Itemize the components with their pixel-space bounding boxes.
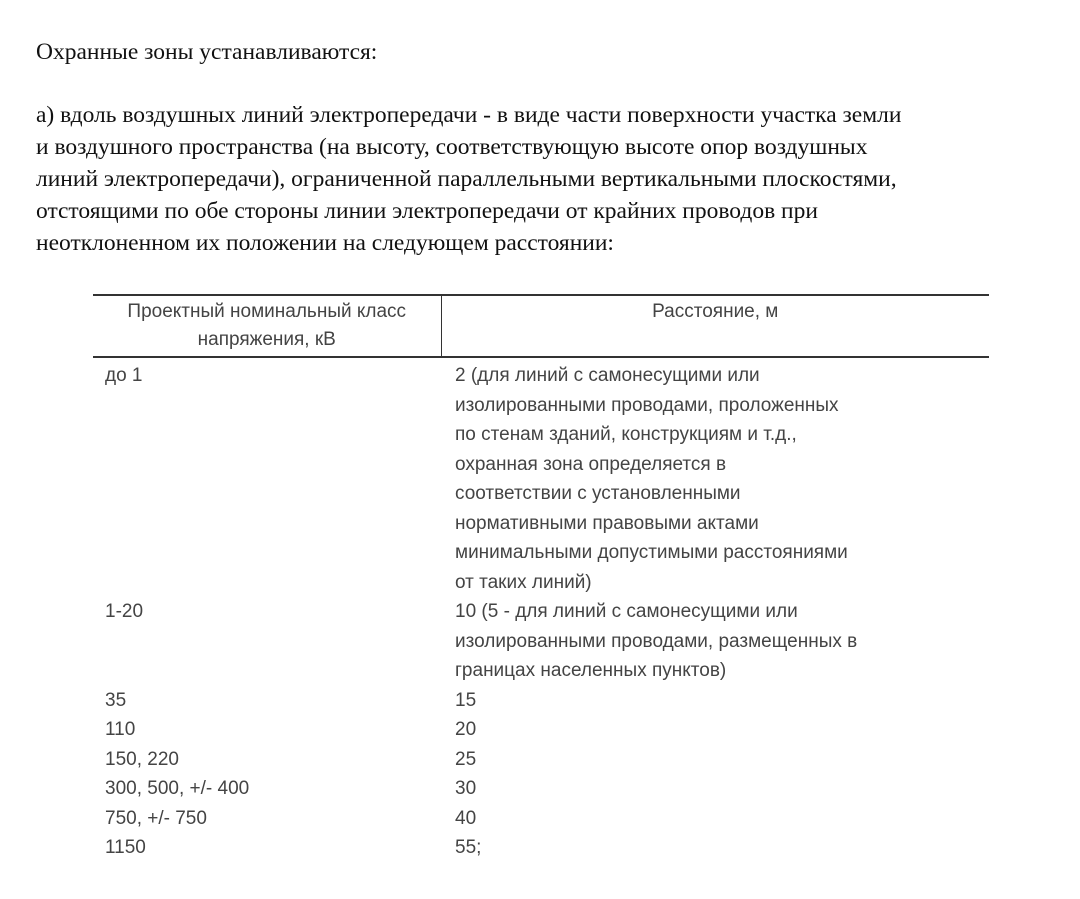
distance-cell — [441, 745, 989, 775]
distance-line: границах населенных пунктов) — [455, 660, 727, 681]
distance-line: 15 — [455, 689, 477, 711]
distance-line: 55; — [455, 837, 482, 858]
distance-line: изолированными проводами, проложенных — [455, 394, 839, 416]
table-row — [93, 597, 989, 686]
table-row — [93, 774, 989, 804]
distance-table — [93, 294, 989, 863]
distance-line: нормативными правовыми актами — [455, 512, 759, 534]
paragraph-line: отстоящими по обе стороны линии электропередачи от крайних проводов при — [36, 198, 818, 224]
header-voltage-class: Проектный номинальный класс напряжения, кВ — [93, 295, 441, 357]
document-body — [36, 36, 1056, 259]
voltage-cell: 110 — [105, 719, 136, 740]
distance-cell — [441, 774, 989, 804]
paragraph-line: неотклоненном их положении на следующем расстоянии: — [36, 230, 614, 256]
paragraph-line: а) вдоль воздушных линий электропередачи - в виде части поверхности участка земли — [36, 102, 902, 128]
distance-line: соответствии с установленными — [455, 483, 741, 504]
paragraph-a — [36, 99, 1056, 259]
distance-cell — [441, 833, 989, 863]
table-row — [93, 804, 989, 834]
table-row — [93, 833, 989, 863]
table-header-row — [93, 295, 989, 357]
distance-line: 30 — [455, 778, 477, 799]
distance-line: по стенам зданий, конструкциям и т.д., — [455, 424, 797, 445]
voltage-cell: 300, 500, +/- 400 — [105, 778, 250, 799]
distance-line: 40 — [455, 807, 477, 829]
table-body — [93, 357, 989, 863]
distance-line: охранная зона определяется в — [455, 453, 727, 475]
table-row — [93, 715, 989, 745]
voltage-cell: 1150 — [105, 837, 146, 858]
distance-line: 25 — [455, 748, 477, 770]
distance-line: минимальными допустимыми расстояниями — [455, 542, 848, 563]
distance-cell — [441, 357, 989, 597]
distance-line: изолированными проводами, размещенных в — [455, 630, 858, 652]
voltage-cell: 35 — [105, 689, 127, 711]
paragraph-line: и воздушного пространства (на высоту, соответствующую высоте опор воздушных — [36, 134, 868, 160]
distance-cell — [441, 597, 989, 686]
distance-line: 10 (5 - для линий с самонесущими или — [455, 601, 798, 622]
header-distance: Расстояние, м — [652, 301, 779, 322]
table-row — [93, 357, 989, 597]
distance-cell — [441, 804, 989, 834]
voltage-cell: 1-20 — [105, 601, 144, 622]
voltage-cell: 750, +/- 750 — [105, 807, 207, 829]
distance-line: 2 (для линий с самонесущими или — [455, 365, 760, 386]
distance-cell — [441, 686, 989, 716]
voltage-cell: до 1 — [105, 365, 143, 386]
paragraph-line: линий электропередачи), ограниченной параллельными вертикальными плоскостями, — [36, 166, 897, 192]
section-heading: Охранные зоны устанавливаются: — [36, 39, 378, 65]
distance-line: 20 — [455, 719, 477, 740]
table-row — [93, 686, 989, 716]
table-row — [93, 745, 989, 775]
distance-line: от таких линий) — [455, 571, 592, 593]
voltage-cell: 150, 220 — [105, 748, 179, 770]
distance-cell — [441, 715, 989, 745]
